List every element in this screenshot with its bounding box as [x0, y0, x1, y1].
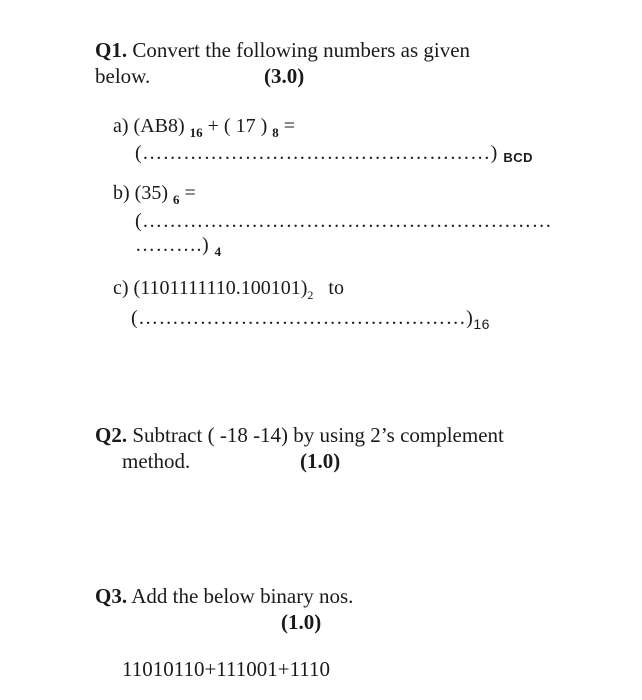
- q1c-answer-base: 16: [473, 316, 490, 332]
- q1-heading: [95, 38, 470, 63]
- q2-text: Subtract ( -18 -14) by using 2’s complement: [132, 423, 504, 447]
- q1b-answer-blank2[interactable]: ……….): [135, 234, 210, 256]
- q1b-answer-base: 4: [214, 244, 222, 259]
- q1c-question: [113, 277, 344, 300]
- q1b-prefix: b) (35): [113, 182, 168, 204]
- q1a-question: [113, 115, 295, 138]
- q2-heading: [95, 423, 504, 448]
- q3-text: Add the below binary nos.: [131, 584, 354, 608]
- q1c-prefix: c) (1101111110.100101): [113, 277, 308, 299]
- q1a-plus: +: [207, 115, 219, 137]
- q1b-base: 6: [172, 192, 180, 207]
- q1a-prefix: a) (AB8): [113, 115, 185, 137]
- q1-text-line2: below.: [95, 64, 151, 88]
- q1a-operand2: ( 17 ): [223, 115, 268, 137]
- q3-marks: (1.0): [281, 610, 322, 634]
- q2-text-line2: method.: [122, 449, 191, 473]
- q1b-question: [113, 182, 196, 205]
- q1c-answer-line[interactable]: [131, 307, 490, 330]
- q1a-base2: 8: [272, 125, 279, 140]
- q1a-equals: =: [283, 115, 296, 137]
- q1a-base1: 16: [189, 125, 203, 140]
- q1-text: Convert the following numbers as given: [132, 38, 471, 62]
- q1c-answer-blank[interactable]: (…………………………………………): [131, 307, 474, 329]
- q2-label: Q2.: [95, 423, 128, 447]
- q1a-answer-base: BCD: [503, 150, 533, 165]
- q1c-to: to: [328, 277, 344, 299]
- q1b-equals: =: [184, 182, 196, 204]
- q1a-answer-line[interactable]: [135, 142, 533, 165]
- q1b-answer-line2[interactable]: [135, 234, 222, 257]
- q1-label: Q1.: [95, 38, 128, 62]
- q1c-base: 2: [307, 288, 314, 302]
- q3-expression: 11010110+111001+1110: [122, 657, 331, 681]
- q1-marks: (3.0): [264, 64, 305, 88]
- q3-heading: [95, 584, 353, 609]
- q1a-answer-blank[interactable]: (……………………………………………): [135, 142, 498, 164]
- q3-label: Q3.: [95, 584, 128, 608]
- q2-marks: (1.0): [300, 449, 341, 473]
- q1b-answer-line[interactable]: (……………………………………………………: [135, 210, 553, 232]
